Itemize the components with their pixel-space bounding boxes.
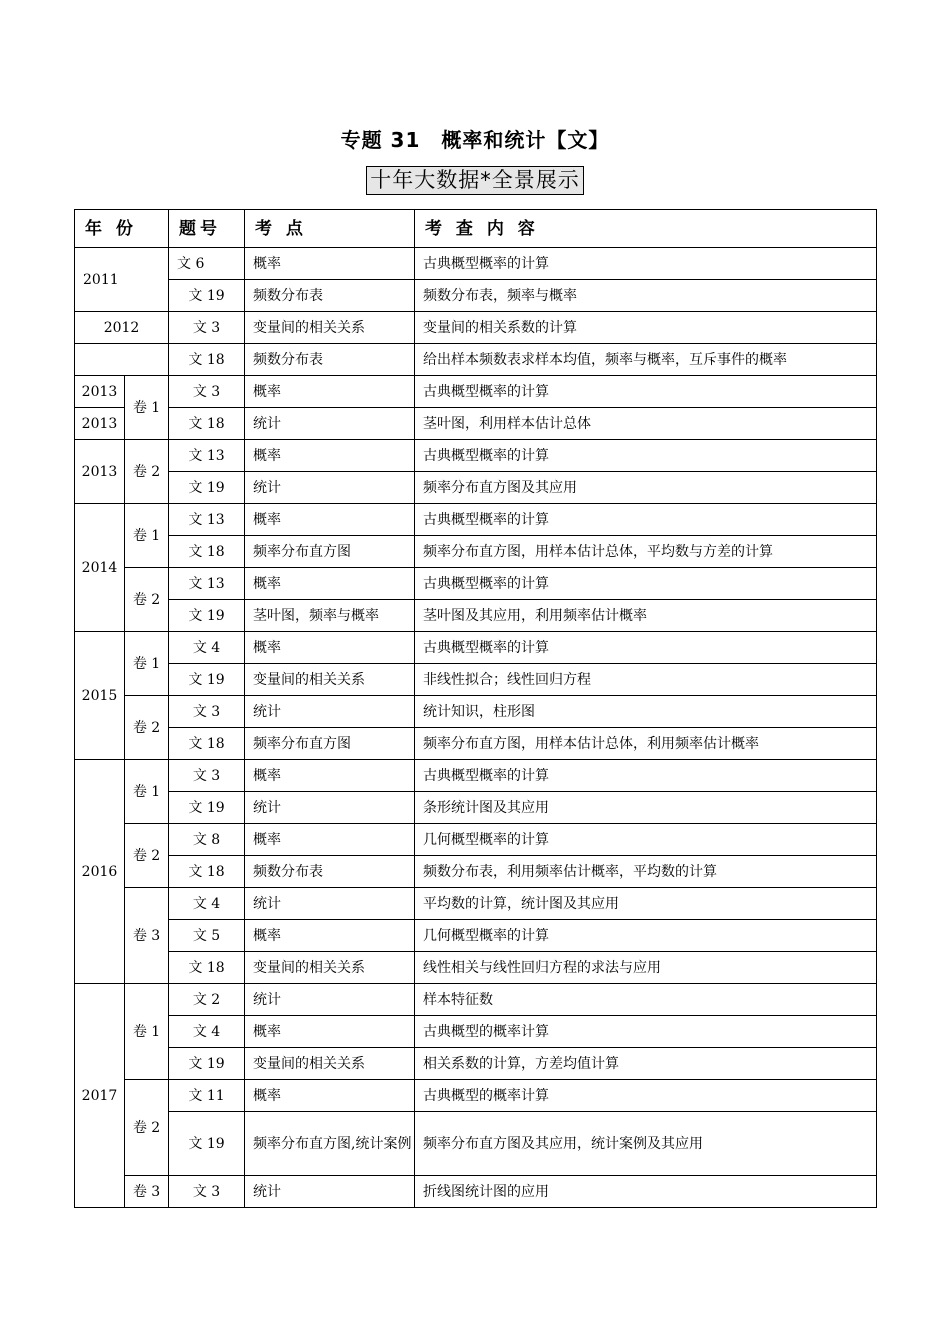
topic-cell: 统计	[245, 984, 415, 1016]
content-cell: 古典概型概率的计算	[415, 632, 877, 664]
table-row	[75, 248, 877, 280]
table-row	[75, 568, 877, 600]
table-row	[75, 280, 877, 312]
question-cell: 文 19	[169, 600, 245, 632]
content-cell: 茎叶图及其应用，利用频率估计概率	[415, 600, 877, 632]
table-row	[75, 312, 877, 344]
question-cell: 文 19	[169, 1112, 245, 1176]
table-row	[75, 984, 877, 1016]
question-cell: 文 13	[169, 504, 245, 536]
question-cell: 文 3	[169, 312, 245, 344]
content-cell: 古典概型概率的计算	[415, 504, 877, 536]
table-row	[75, 376, 877, 408]
table-header-row	[75, 210, 877, 248]
question-cell: 文 19	[169, 472, 245, 504]
table-row	[75, 408, 877, 440]
exam-table	[74, 209, 877, 1208]
question-cell: 文 18	[169, 408, 245, 440]
table-row	[75, 888, 877, 920]
content-cell: 样本特征数	[415, 984, 877, 1016]
topic-cell: 概率	[245, 504, 415, 536]
subtitle: 十年大数据*全景展示	[366, 166, 584, 195]
paper-cell: 卷 1	[125, 760, 169, 824]
paper-cell: 卷 1	[125, 632, 169, 696]
question-cell: 文 3	[169, 696, 245, 728]
topic-cell: 统计	[245, 408, 415, 440]
table-row	[75, 504, 877, 536]
paper-cell: 卷 3	[125, 1176, 169, 1208]
question-cell: 文 18	[169, 536, 245, 568]
content-cell: 古典概型概率的计算	[415, 568, 877, 600]
table-row	[75, 856, 877, 888]
content-cell: 古典概型概率的计算	[415, 376, 877, 408]
year-cell: 2014	[75, 504, 125, 632]
paper-cell: 卷 2	[125, 1080, 169, 1176]
question-cell: 文 3	[169, 760, 245, 792]
paper-cell: 卷 3	[125, 888, 169, 984]
content-cell: 给出样本频数表求样本均值，频率与概率，互斥事件的概率	[415, 344, 877, 376]
table-row	[75, 760, 877, 792]
topic-cell: 概率	[245, 248, 415, 280]
topic-cell: 概率	[245, 632, 415, 664]
topic-cell: 变量间的相关关系	[245, 312, 415, 344]
content-cell: 几何概型概率的计算	[415, 824, 877, 856]
paper-cell: 卷 1	[125, 504, 169, 568]
content-cell: 古典概型概率的计算	[415, 440, 877, 472]
question-cell: 文 19	[169, 664, 245, 696]
question-cell: 文 3	[169, 1176, 245, 1208]
topic-cell: 变量间的相关关系	[245, 664, 415, 696]
question-cell: 文 18	[169, 344, 245, 376]
year-cell: 2013	[75, 408, 125, 440]
content-cell: 几何概型概率的计算	[415, 920, 877, 952]
year-cell	[75, 344, 169, 376]
year-cell: 2011	[75, 248, 169, 312]
topic-cell: 茎叶图，频率与概率	[245, 600, 415, 632]
paper-cell: 卷 2	[125, 824, 169, 888]
year-cell: 2013	[75, 440, 125, 504]
table-row	[75, 600, 877, 632]
topic-cell: 概率	[245, 1016, 415, 1048]
content-cell: 频率分布直方图及其应用	[415, 472, 877, 504]
paper-cell: 卷 2	[125, 696, 169, 760]
content-cell: 变量间的相关系数的计算	[415, 312, 877, 344]
topic-cell: 频数分布表	[245, 344, 415, 376]
question-cell: 文 19	[169, 280, 245, 312]
content-cell: 频数分布表，频率与概率	[415, 280, 877, 312]
topic-cell: 频率分布直方图,统计案例	[245, 1112, 415, 1176]
content-cell: 古典概型的概率计算	[415, 1080, 877, 1112]
table-row	[75, 536, 877, 568]
topic-cell: 概率	[245, 824, 415, 856]
table-row	[75, 344, 877, 376]
question-cell: 文 2	[169, 984, 245, 1016]
header-topic: 考 点	[245, 210, 415, 248]
year-cell: 2017	[75, 984, 125, 1208]
paper-cell: 卷 1	[125, 376, 169, 440]
question-cell: 文 4	[169, 1016, 245, 1048]
table-row	[75, 792, 877, 824]
content-cell: 古典概型概率的计算	[415, 760, 877, 792]
question-cell: 文 4	[169, 632, 245, 664]
table-row	[75, 920, 877, 952]
content-cell: 平均数的计算，统计图及其应用	[415, 888, 877, 920]
topic-cell: 统计	[245, 792, 415, 824]
content-cell: 频率分布直方图及其应用，统计案例及其应用	[415, 1112, 877, 1176]
question-cell: 文 3	[169, 376, 245, 408]
question-cell: 文 8	[169, 824, 245, 856]
table-row	[75, 728, 877, 760]
question-cell: 文 11	[169, 1080, 245, 1112]
table-row	[75, 1080, 877, 1112]
question-cell: 文 18	[169, 856, 245, 888]
topic-cell: 概率	[245, 760, 415, 792]
table-row	[75, 1016, 877, 1048]
topic-cell: 变量间的相关关系	[245, 952, 415, 984]
table-row	[75, 1176, 877, 1208]
topic-cell: 频数分布表	[245, 856, 415, 888]
topic-cell: 统计	[245, 1176, 415, 1208]
topic-cell: 概率	[245, 568, 415, 600]
year-cell: 2016	[75, 760, 125, 984]
question-cell: 文 6	[169, 248, 245, 280]
question-cell: 文 19	[169, 792, 245, 824]
header-content: 考 查 内 容	[415, 210, 877, 248]
content-cell: 相关系数的计算，方差均值计算	[415, 1048, 877, 1080]
content-cell: 统计知识，柱形图	[415, 696, 877, 728]
content-cell: 古典概型的概率计算	[415, 1016, 877, 1048]
topic-cell: 频数分布表	[245, 280, 415, 312]
content-cell: 茎叶图，利用样本估计总体	[415, 408, 877, 440]
topic-cell: 统计	[245, 472, 415, 504]
topic-cell: 概率	[245, 376, 415, 408]
table-row	[75, 664, 877, 696]
year-cell: 2013	[75, 376, 125, 408]
paper-cell: 卷 2	[125, 440, 169, 504]
year-cell: 2012	[75, 312, 169, 344]
topic-cell: 频率分布直方图	[245, 728, 415, 760]
question-cell: 文 13	[169, 440, 245, 472]
content-cell: 条形统计图及其应用	[415, 792, 877, 824]
topic-cell: 频率分布直方图	[245, 536, 415, 568]
question-cell: 文 5	[169, 920, 245, 952]
topic-cell: 变量间的相关关系	[245, 1048, 415, 1080]
year-cell: 2015	[75, 632, 125, 760]
content-cell: 古典概型概率的计算	[415, 248, 877, 280]
topic-cell: 概率	[245, 1080, 415, 1112]
header-question: 题号	[169, 210, 245, 248]
table-row	[75, 472, 877, 504]
page-title: 专题 31 概率和统计【文】	[340, 128, 610, 152]
question-cell: 文 4	[169, 888, 245, 920]
content-cell: 频率分布直方图，用样本估计总体，平均数与方差的计算	[415, 536, 877, 568]
topic-cell: 概率	[245, 440, 415, 472]
table-row	[75, 1112, 877, 1176]
content-cell: 非线性拟合；线性回归方程	[415, 664, 877, 696]
topic-cell: 统计	[245, 696, 415, 728]
table-row	[75, 952, 877, 984]
question-cell: 文 13	[169, 568, 245, 600]
table-row	[75, 696, 877, 728]
topic-cell: 概率	[245, 920, 415, 952]
content-cell: 线性相关与线性回归方程的求法与应用	[415, 952, 877, 984]
table-row	[75, 824, 877, 856]
question-cell: 文 18	[169, 728, 245, 760]
subtitle-box	[0, 166, 950, 195]
header-year: 年 份	[75, 210, 169, 248]
paper-cell: 卷 2	[125, 568, 169, 632]
table-row	[75, 1048, 877, 1080]
topic-cell: 统计	[245, 888, 415, 920]
content-cell: 频率分布直方图，用样本估计总体，利用频率估计概率	[415, 728, 877, 760]
table-row	[75, 632, 877, 664]
content-cell: 频数分布表，利用频率估计概率，平均数的计算	[415, 856, 877, 888]
content-cell: 折线图统计图的应用	[415, 1176, 877, 1208]
paper-cell: 卷 1	[125, 984, 169, 1080]
question-cell: 文 19	[169, 1048, 245, 1080]
table-row	[75, 440, 877, 472]
question-cell: 文 18	[169, 952, 245, 984]
